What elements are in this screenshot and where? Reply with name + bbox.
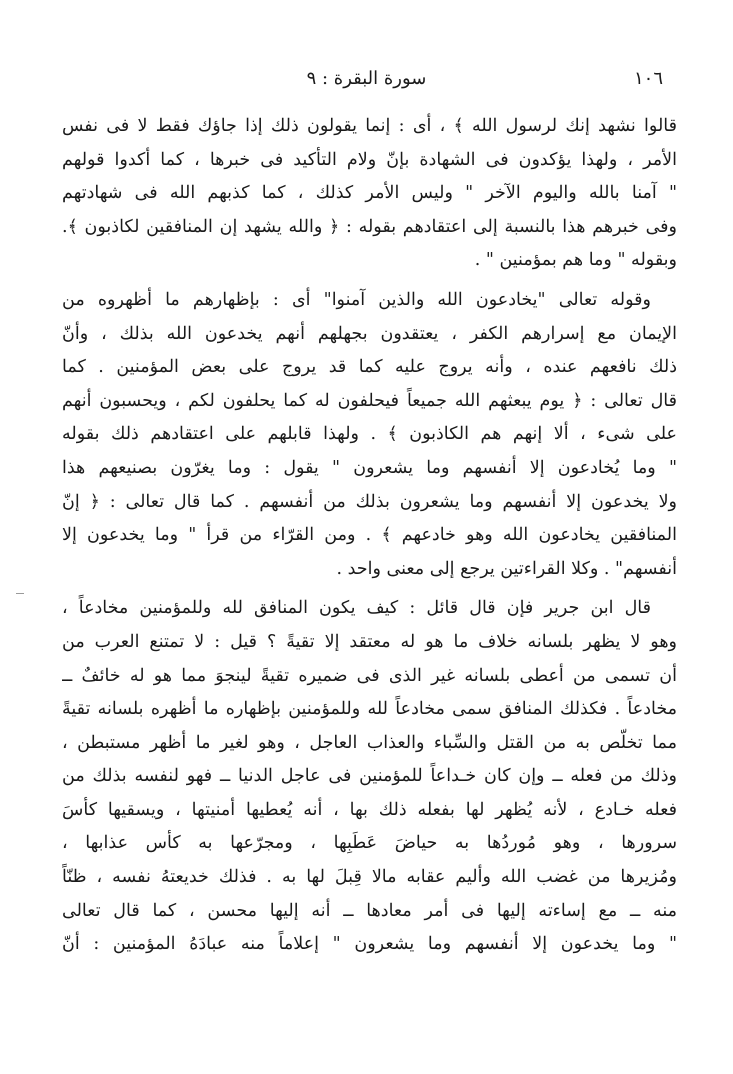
text-line: الأمر ، ولهذا يؤكدون فى الشهادة بإنّ ولام التأكيد فى خبرها ، كما أكدوا قولهم: [62, 149, 677, 170]
text-line: قالوا نشهد إنك لرسول الله ﴾ ، أى : إنما يقولون ذلك إذا جاؤك فقط لا فى نفس: [62, 116, 677, 136]
text-line: ذلك نافعهم عنده ، وأنه يروج عليه كما قد يروج على بعض المؤمنين . كما: [62, 357, 677, 378]
text-line: ولا يخدعون إلا أنفسهم وما يشعرون بذلك من أنفسهم . كما قال تعالى : ﴿ إنّ: [62, 491, 677, 512]
page-number: ١٠٦: [633, 68, 663, 89]
text-line: المنافقين يخادعون الله وهو خادعهم ﴾ . ومن القرّاء من قرأ " وما يخدعون إلا: [62, 525, 677, 546]
text-line: مما تخلّص به من القتل والسِّباء والعذاب العاجل ، وهو لغير ما أظهر مستبطن ،: [62, 732, 677, 753]
text-line: وبقوله " وما هم بمؤمنين " .: [474, 250, 677, 271]
text-line: " وما يخدعون إلا أنفسهم وما يشعرون " إعلاماً منه عبادَهُ المؤمنين : أنّ: [62, 934, 677, 955]
text-line: سرورها ، وهو مُوردُها به حياضَ عَطَبِها ، ومجرّعها به كأس عذابها ،: [62, 833, 677, 854]
paragraph-3: [62, 592, 677, 962]
text-line: " وما يُخادعون إلا أنفسهم وما يشعرون " يقول : وما يغرّون بصنيعهم هذا: [62, 457, 677, 478]
text-line: فعله خـادع ، لأنه يُظهر لها بفعله ذلك بها ، أنه يُعطيها أمنيتها ، ويسقيها كأسَ: [62, 799, 677, 820]
text-line: وذلك من فعله ــ وإن كان خـداعاً للمؤمنين فى عاجل الدنيا ــ فهو لنفسه بذلك من: [62, 766, 677, 787]
text-line: وهو لا يظهر بلسانه خلاف ما هو له معتقد إلا تقيةً ؟ قيل : لا تمتنع العرب من: [62, 631, 677, 652]
text-line: ومُزيرها من غضب الله وأليم عقابه مالا قِبلَ لها به . فذلك خديعتهُ نفسه ، ظنّاً: [62, 867, 677, 888]
text-line: أنفسهم" . وكلا القراءتين يرجع إلى معنى واحد .: [336, 558, 677, 579]
paragraph-1: [62, 110, 677, 278]
text-line: الإيمان مع إسرارهم الكفر ، يعتقدون بجهلهم أنهم يخدعون الله بذلك ، وأنّ: [62, 323, 677, 344]
text-line: قال تعالى : ﴿ يوم يبعثهم الله جميعاً فيحلفون له كما يحلفون لكم ، ويحسبون أنهم: [62, 390, 677, 411]
text-line: وفى خبرهم هذا بالنسبة إلى اعتقادهم بقوله : ﴿ والله يشهد إن المنافقين لكاذبون ﴾.: [62, 216, 677, 237]
text-line: قال ابن جرير فإن قال قائل : كيف يكون المنافق لله وللمؤمنين مخادعاً ،: [62, 598, 651, 619]
paragraph-2: [62, 284, 677, 586]
text-line: وقوله تعالى "يخادعون الله والذين آمنوا" أى : بإظهارهم ما أظهروه من: [62, 289, 651, 310]
text-line: " آمنا بالله واليوم الآخر " وليس الأمر كذلك ، كما كذبهم الله فى شهادتهم: [62, 183, 677, 204]
running-title: سورة البقرة : ٩: [306, 68, 427, 89]
text-line: على شىء ، ألا إنهم هم الكاذبون ﴾ . ولهذا قابلهم على اعتقادهم ذلك بقوله: [62, 424, 677, 445]
page-header: [70, 64, 663, 94]
body-text: [62, 110, 677, 962]
margin-mark: [16, 593, 24, 594]
text-line: منه ــ مع إساءته إليها فى أمر معادها ــ أنه إليها محسن ، كما قال تعالى: [62, 900, 677, 921]
text-line: مخادعاً . فكذلك المنافق سمى مخادعاً لله وللمؤمنين بإظهاره ما أظهره بلسانه تقيةً: [62, 699, 677, 720]
text-line: أن تسمى من أعطى بلسانه غير الذى فى ضميره تقيةً لينجوَ مما هو له خائفٌ ــ: [62, 665, 677, 686]
